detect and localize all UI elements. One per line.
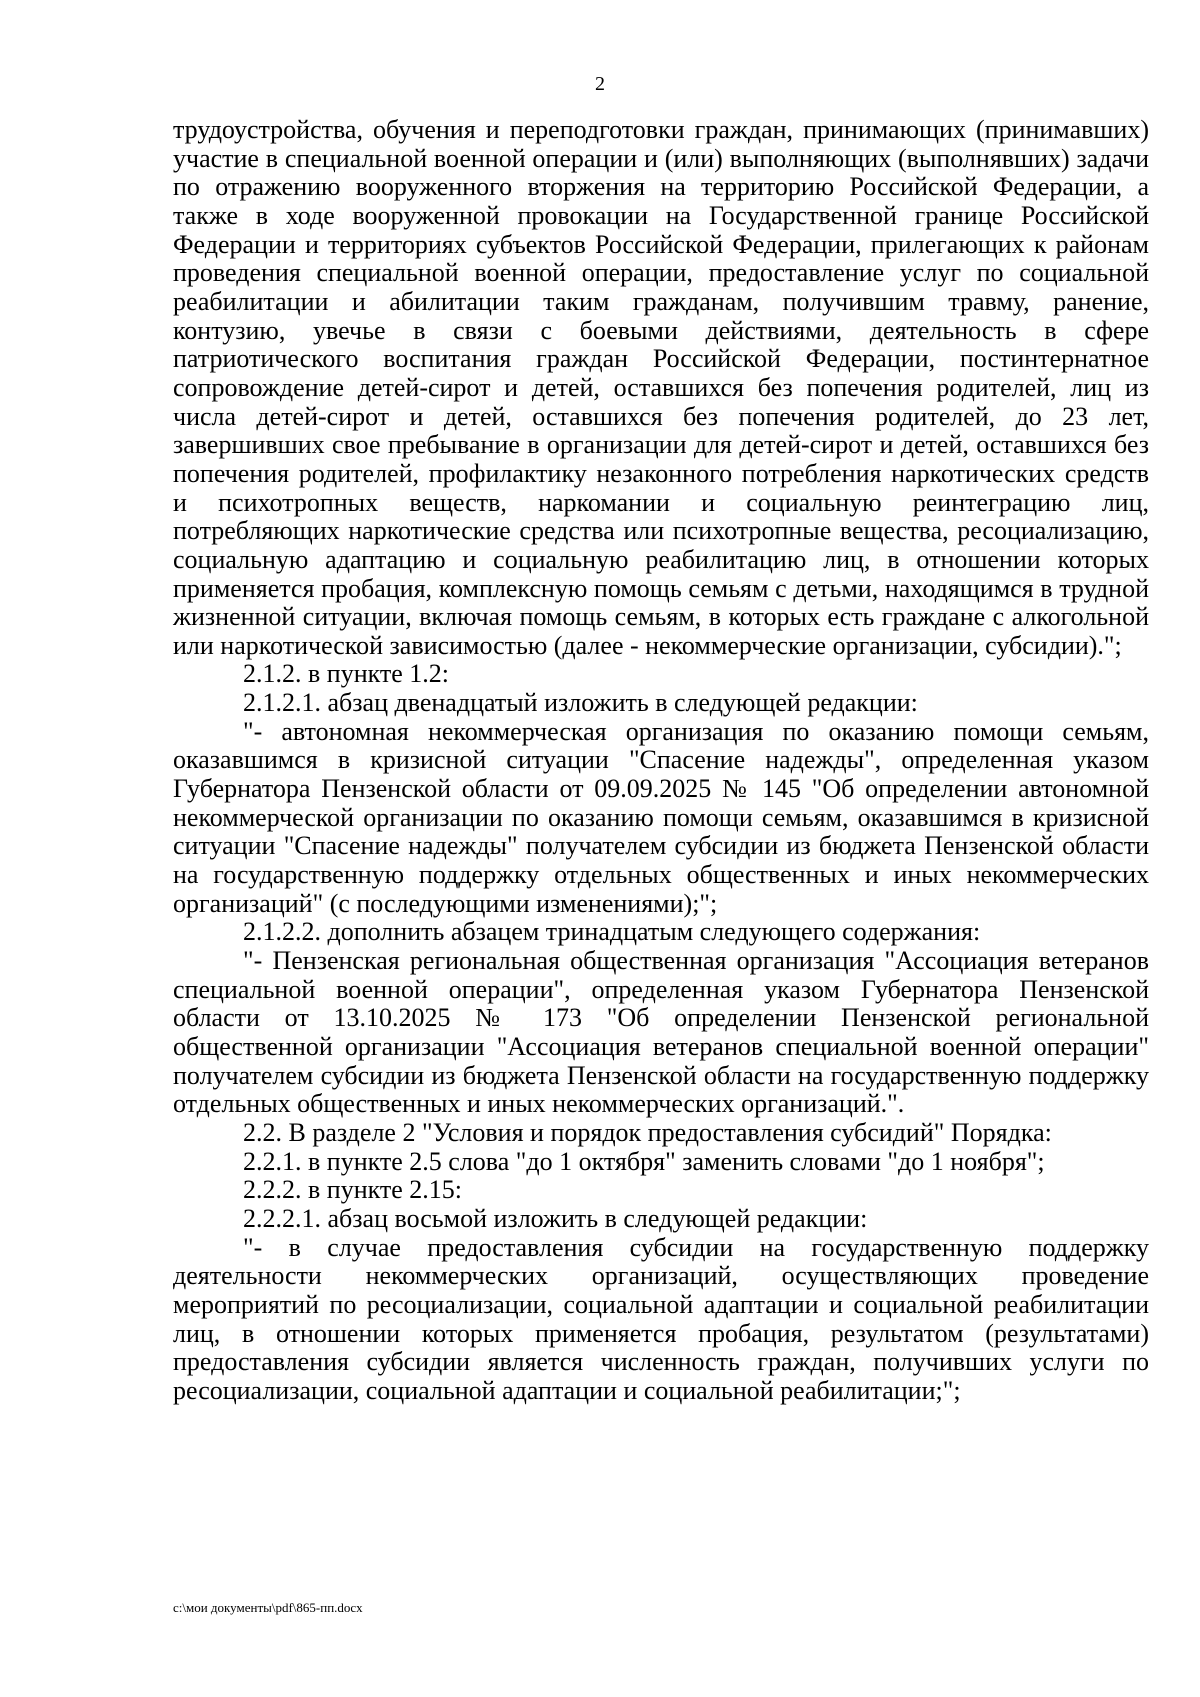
page-number: 2	[595, 73, 605, 95]
paragraph-quote-probation: "- в случае предоставления субсидии на государственную поддержку деятельности некоммерческих организаций, осуществляющих проведение мероприятий по ресоциализации, социальной адаптации и социальной реабилитации лиц, в отношении которых применяется пробация, результатом (результатами) предоставления субсидии является численность граждан, получивших услуги по ресоциализации, социальной адаптации и социальной реабилитации;";	[173, 1232, 1149, 1405]
paragraph-item-2-1-2: 2.1.2. в пункте 1.2:	[243, 659, 450, 689]
paragraph-item-2-1-2-1: 2.1.2.1. абзац двенадцатый изложить в следующей редакции:	[243, 688, 918, 718]
paragraph-quote-ano: "- автономная некоммерческая организация по оказанию помощи семьям, оказавшимся в кризисной ситуации "Спасение надежды", определенная указом Губернатора Пензенской области от 09.09.2025 № 145 "Об определении автономной некоммерческой организации по оказанию помощи семьям, оказавшимся в кризисной ситуации "Спасение надежды" получателем субсидии из бюджета Пензенской области на государственную поддержку отдельных общественных и иных некоммерческих организаций" (с последующими изменениями);";	[173, 716, 1149, 918]
paragraph-quote-association: "- Пензенская региональная общественная организация "Ассоциация ветеранов специальной военной операции", определенная указом Губернатора Пензенской области от 13.10.2025 № 173 "Об определении Пензенской региональной общественной организации "Ассоциация ветеранов специальной военной операции" получателем субсидии из бюджета Пензенской области на государственную поддержку отдельных общественных и иных некоммерческих организаций.".	[173, 946, 1149, 1119]
paragraph-item-2-2-2-1: 2.2.2.1. абзац восьмой изложить в следующей редакции:	[243, 1203, 868, 1233]
paragraph-continuation: трудоустройства, обучения и переподготовки граждан, принимающих (принимавших) участие в специальной военной операции и (или) выполняющих (выполнявших) задачи по отражению вооруженного вторжения на территорию Российской Федерации, а также в ходе вооруженной провокации на Государственной границе Российской Федерации и территориях субъектов Российской Федерации, прилегающих к районам проведения специальной военной операции, предоставление услуг по социальной реабилитации и абилитации таким гражданам, получившим травму, ранение, контузию, увечье в связи с боевыми действиями, деятельность в сфере патриотического воспитания граждан Российской Федерации, постинтернатное сопровождение детей-сирот и детей, оставшихся без попечения родителей, лиц из числа детей-сирот и детей, оставшихся без попечения родителей, до 23 лет, завершивших свое пребывание в организации для детей-сирот и детей, оставшихся без попечения родителей, профилактику незаконного потребления наркотических средств и психотропных веществ, наркомании и социальную реинтеграцию лиц, потребляющих наркотические средства или психотропные вещества, ресоциализацию, социальную адаптацию и социальную реабилитацию лиц, в отношении которых применяется пробация, комплексную помощь семьям с детьми, находящимся в трудной жизненной ситуации, включая помощь семьям, в которых есть граждане с алкогольной или наркотической зависимостью (далее - некоммерческие организации, субсидии).";	[173, 115, 1149, 660]
paragraph-item-2-2: 2.2. В разделе 2 "Условия и порядок предоставления субсидий" Порядка:	[243, 1117, 1052, 1147]
document-body	[173, 116, 1149, 1406]
footer-file-path: c:\мои документы\pdf\865-пп.docx	[173, 1600, 363, 1615]
paragraph-item-2-2-1: 2.2.1. в пункте 2.5 слова "до 1 октября" заменить словами "до 1 ноября";	[243, 1146, 1045, 1176]
paragraph-item-2-1-2-2: 2.1.2.2. дополнить абзацем тринадцатым следующего содержания:	[243, 917, 981, 947]
paragraph-item-2-2-2: 2.2.2. в пункте 2.15:	[243, 1175, 463, 1205]
